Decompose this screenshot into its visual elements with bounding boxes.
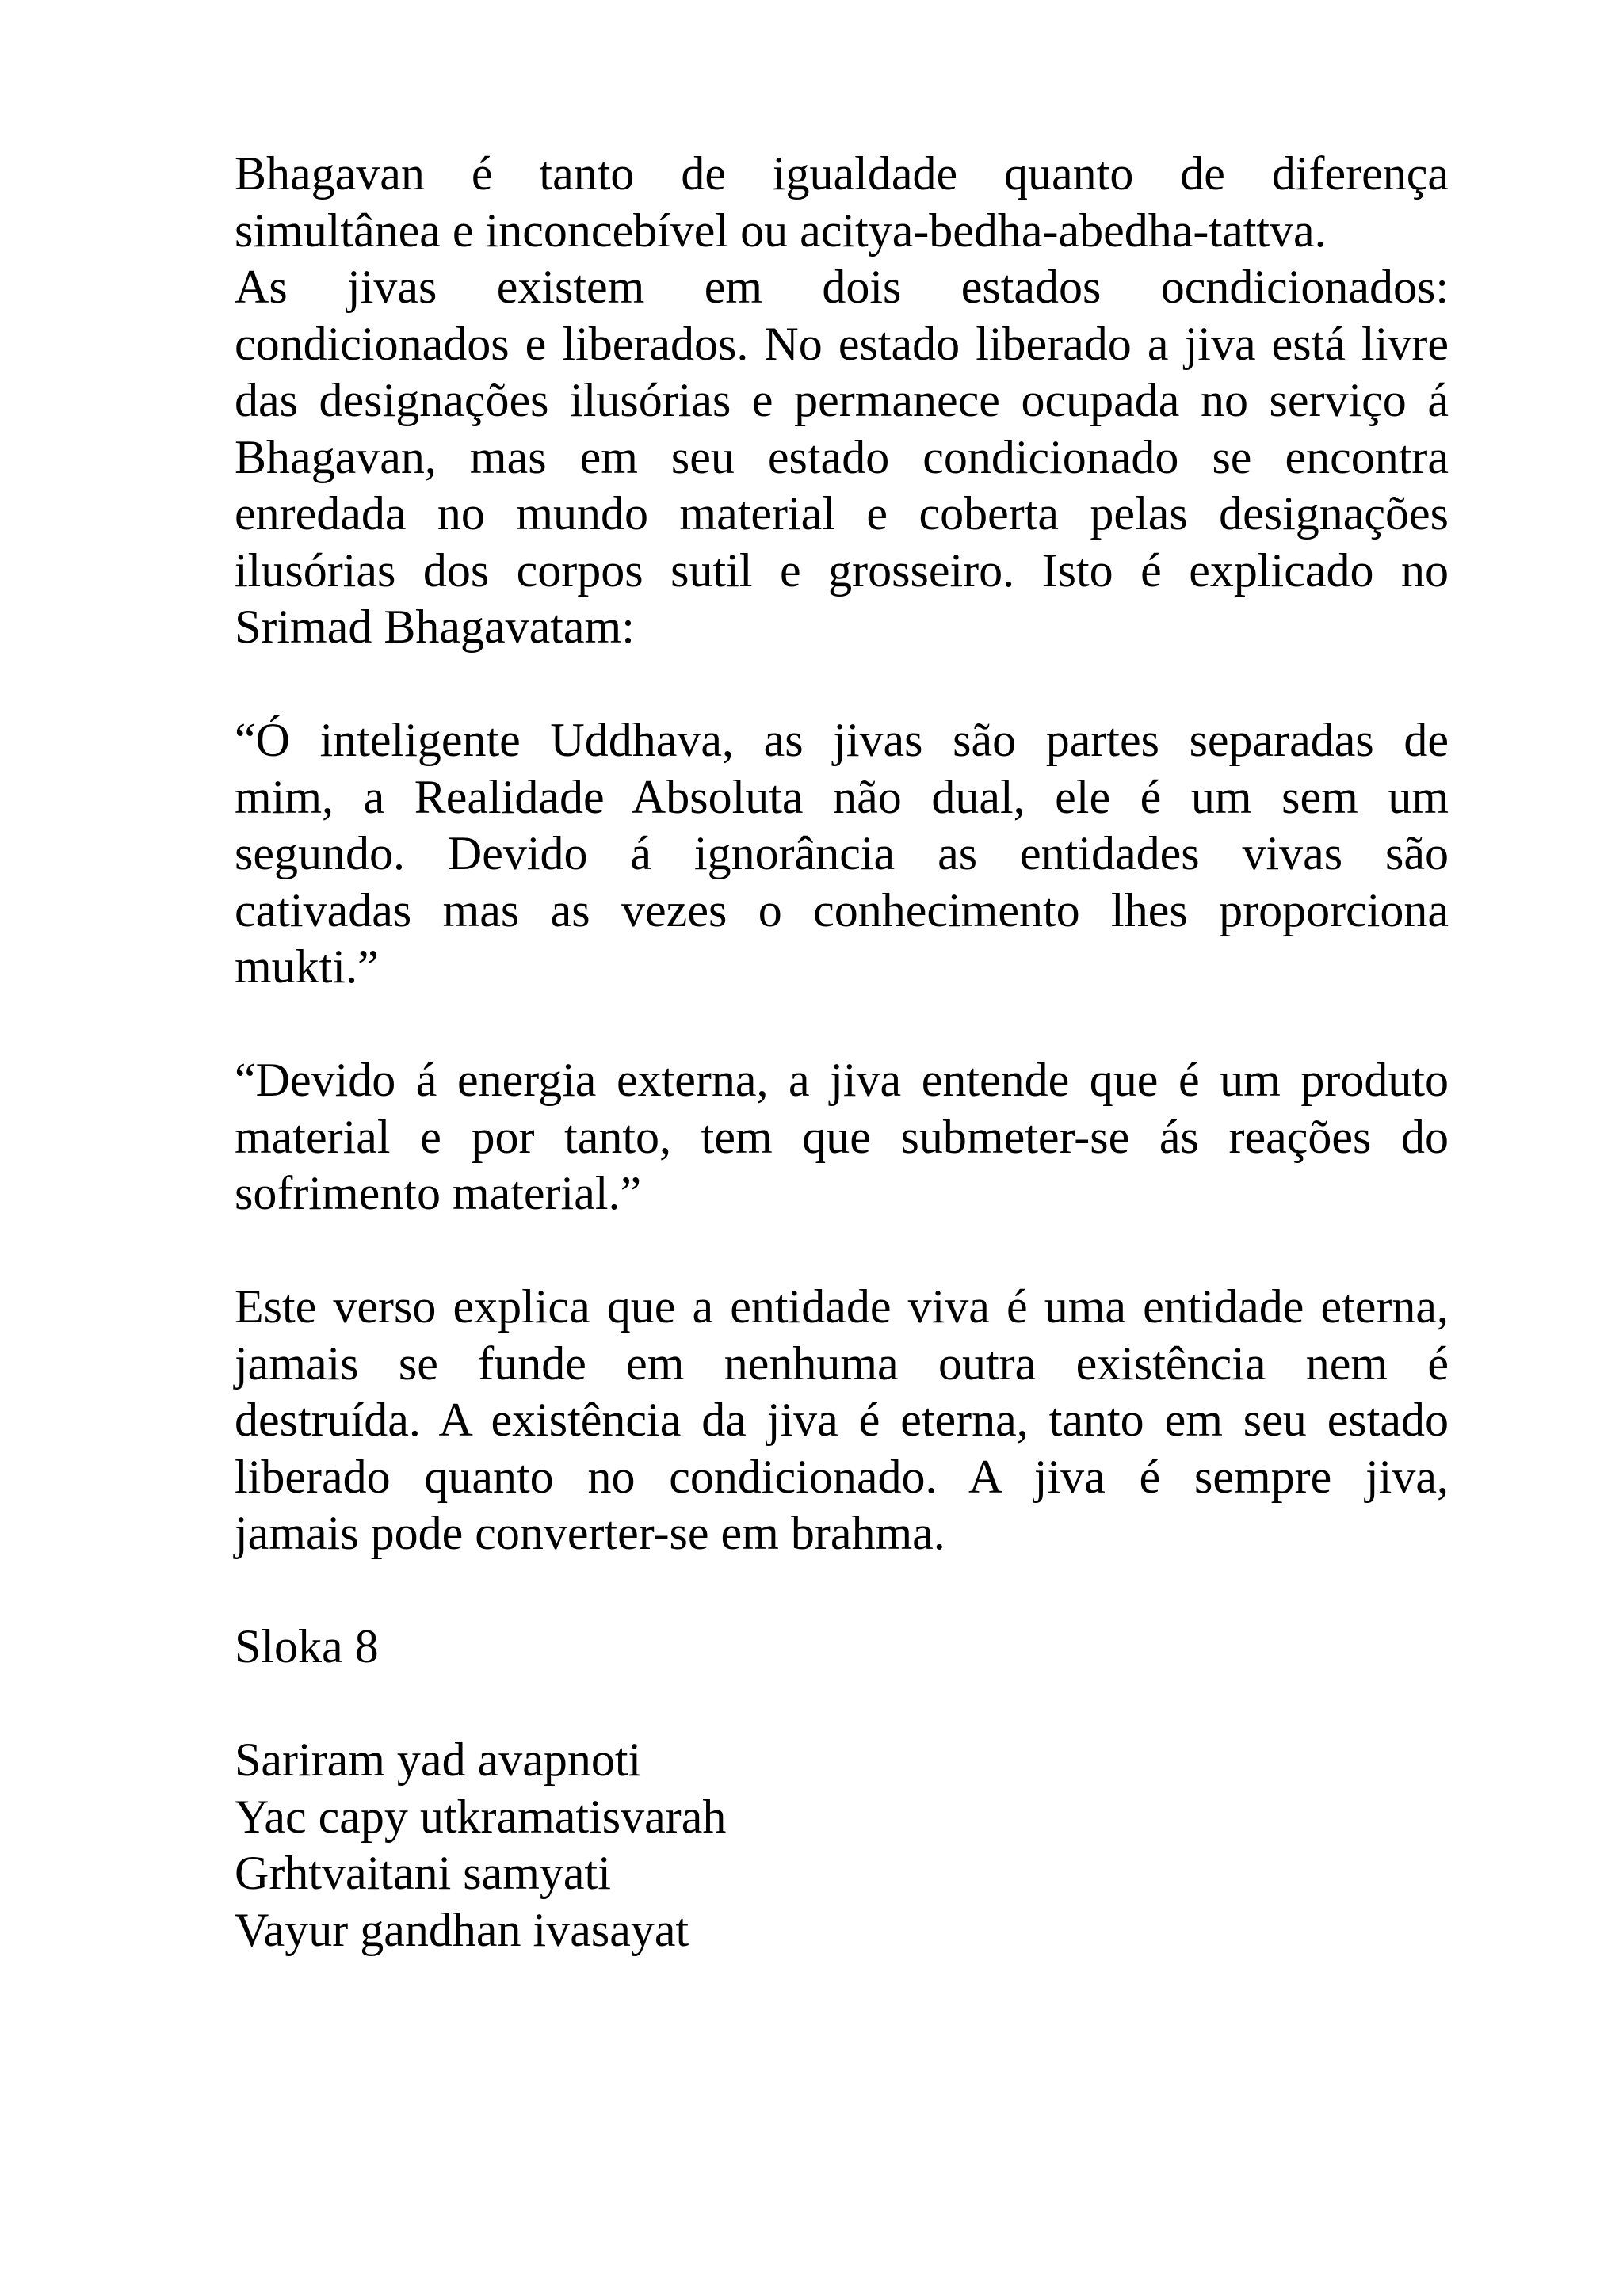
quote-paragraph-1 — [235, 712, 1449, 996]
text-line: mukti.” — [235, 940, 379, 993]
paragraph-gap — [235, 1676, 1449, 1733]
text-line: destruída. A existência da jiva é eterna, tanto em seu estado — [235, 1394, 1449, 1446]
paragraph-gap — [235, 1562, 1449, 1619]
paragraph-explanation — [235, 1279, 1449, 1562]
quote-paragraph-2 — [235, 1052, 1449, 1222]
verse-line: Sariram yad avapnoti — [235, 1733, 642, 1786]
text-line: Bhagavan, mas em seu estado condicionado se encontra — [235, 430, 1449, 483]
verse-line: Vayur gandhan ivasayat — [235, 1903, 689, 1956]
text-line: jamais pode converter-se em brahma. — [235, 1507, 945, 1559]
text-line: condicionados e liberados. No estado liberado a jiva está livre — [235, 317, 1449, 370]
text-line: enredada no mundo material e coberta pelas designações — [235, 487, 1449, 540]
text-line: Este verso explica que a entidade viva é uma entidade eterna, — [235, 1280, 1449, 1333]
verse-line: Grhtvaitani samyati — [235, 1847, 611, 1899]
paragraph-gap — [235, 656, 1449, 713]
text-line: As jivas existem em dois estados ocndicionados: — [235, 261, 1449, 313]
paragraph-gap — [235, 1222, 1449, 1280]
section-heading — [235, 1619, 1449, 1676]
text-line: “Ó inteligente Uddhava, as jivas são partes separadas de — [235, 714, 1449, 766]
paragraph-2 — [235, 259, 1449, 656]
text-line: sofrimento material.” — [235, 1167, 642, 1219]
text-line: cativadas mas as vezes o conhecimento lhes proporciona — [235, 883, 1449, 936]
text-line: “Devido á energia externa, a jiva entende que é um produto — [235, 1054, 1449, 1106]
text-line: mim, a Realidade Absoluta não dual, ele é um sem um — [235, 770, 1449, 823]
text-line: Srimad Bhagavatam: — [235, 601, 635, 653]
text-line: material e por tanto, tem que submeter-se ás reações do — [235, 1110, 1449, 1163]
sloka-heading: Sloka 8 — [235, 1620, 379, 1672]
verse-block — [235, 1732, 1449, 1958]
text-line: simultânea e inconcebível ou acitya-bedha-abedha-tattva. — [235, 204, 1327, 257]
paragraph-1 — [235, 146, 1449, 259]
text-line: das designações ilusórias e permanece ocupada no serviço á — [235, 374, 1449, 426]
text-line: Bhagavan é tanto de igualdade quanto de diferença — [235, 147, 1449, 200]
verse-line: Yac capy utkramatisvarah — [235, 1790, 727, 1843]
paragraph-gap — [235, 996, 1449, 1053]
text-line: liberado quanto no condicionado. A jiva é sempre jiva, — [235, 1450, 1449, 1503]
text-line: segundo. Devido á ignorância as entidades vivas são — [235, 827, 1449, 879]
text-line: ilusórias dos corpos sutil e grosseiro. Isto é explicado no — [235, 543, 1449, 597]
document-body — [235, 146, 1449, 1958]
text-line: jamais se funde em nenhuma outra existência nem é — [235, 1337, 1449, 1390]
